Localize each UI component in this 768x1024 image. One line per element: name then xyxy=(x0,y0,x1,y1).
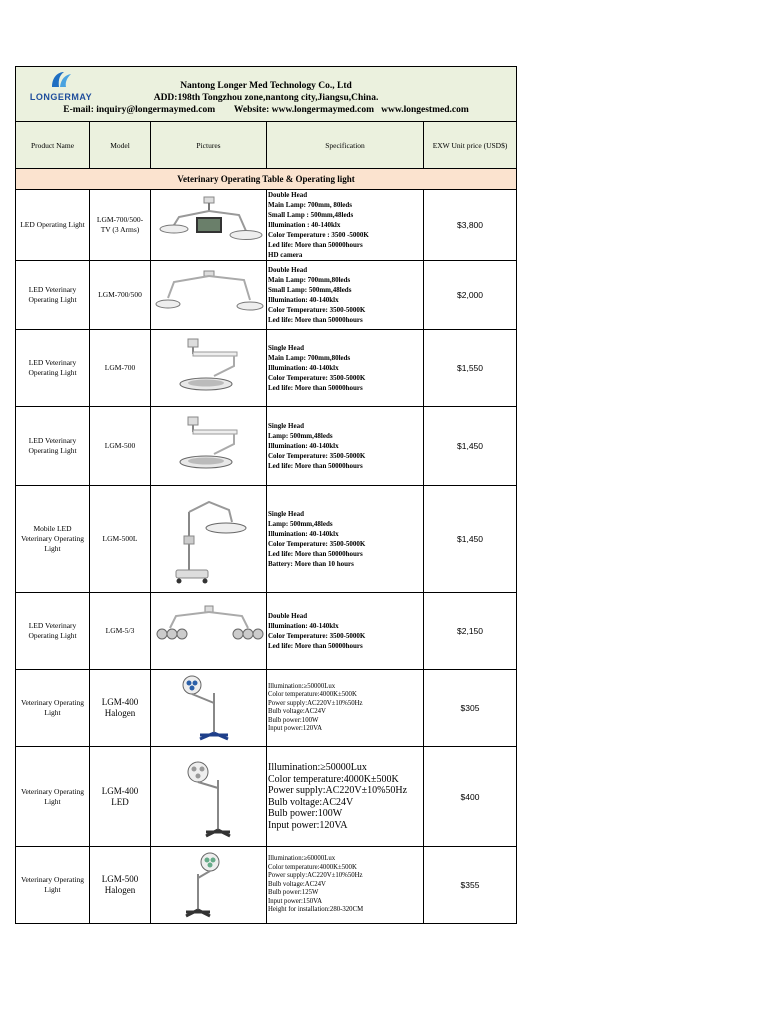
spec-line: Led life: More than 50000hours xyxy=(268,241,363,249)
product-price: $1,450 xyxy=(424,486,517,593)
product-row xyxy=(16,847,517,924)
spec-line: Led life: More than 50000hours xyxy=(268,462,363,470)
company-header xyxy=(16,67,517,122)
product-row xyxy=(16,670,517,747)
product-model: LGM-700 xyxy=(90,330,151,407)
spec-line: Led life: More than 50000hours xyxy=(268,316,363,324)
spec-line: Single Head xyxy=(268,344,304,352)
spec-line: Input power:150VA xyxy=(268,897,323,905)
spec-line: Color Temperature: 3500-5000K xyxy=(268,540,366,548)
product-picture xyxy=(151,747,267,847)
product-picture xyxy=(151,190,267,261)
spec-line: Color Temperature: 3500-5000K xyxy=(268,306,366,314)
product-picture xyxy=(151,407,267,486)
company-contact: E-mail: inquiry@longermaymed.com Website: www.longermaymed.com www.longestmed.com xyxy=(63,105,469,115)
spec-line: Input power:120VA xyxy=(268,819,348,831)
product-specification xyxy=(267,847,424,924)
product-price: $1,550 xyxy=(424,330,517,407)
price-list-table xyxy=(15,66,517,924)
mobile-halogen-light-icon xyxy=(151,850,266,920)
double-head-multi-reflector-light-icon xyxy=(151,604,266,659)
product-model: LGM-500 xyxy=(90,407,151,486)
spec-line: Lamp: 500mm,48leds xyxy=(268,520,333,528)
column-header-row xyxy=(16,122,517,169)
product-model: LGM-400 LED xyxy=(90,747,151,847)
product-specification xyxy=(267,330,424,407)
spec-line: Main Lamp: 700mm,80leds xyxy=(268,276,351,284)
product-name: Veterinary Operating Light xyxy=(16,670,90,747)
logo-mark-icon xyxy=(48,71,74,89)
product-picture xyxy=(151,330,267,407)
product-price: $2,150 xyxy=(424,593,517,670)
product-specification xyxy=(267,486,424,593)
product-row xyxy=(16,407,517,486)
product-model: LGM-5/3 xyxy=(90,593,151,670)
product-price: $400 xyxy=(424,747,517,847)
product-price: $355 xyxy=(424,847,517,924)
spec-line: Double Head xyxy=(268,266,308,274)
spec-line: Power supply:AC220V±10%50Hz xyxy=(268,872,363,880)
company-logo xyxy=(26,71,96,102)
logo-text: LONGERMAY xyxy=(29,92,93,102)
section-row xyxy=(16,169,517,190)
spec-line: Double Head xyxy=(268,191,308,199)
product-model: LGM-700/500 xyxy=(90,261,151,330)
product-name: Veterinary Operating Light xyxy=(16,847,90,924)
spec-line: Bulb power:100W xyxy=(268,808,343,819)
spec-line: Led life: More than 50000hours xyxy=(268,384,363,392)
product-specification xyxy=(267,407,424,486)
spec-line: Main Lamp: 700mm,80leds xyxy=(268,354,351,362)
product-model: LGM-400 Halogen xyxy=(90,670,151,747)
spec-line: Single Head xyxy=(268,510,304,518)
spec-line: Power supply:AC220V±10%50Hz xyxy=(268,785,408,796)
col-price: EXW Unit price (USD$) xyxy=(424,122,517,169)
spec-line: Color Temperature: 3500-5000K xyxy=(268,452,366,460)
spec-line: Lamp: 500mm,48leds xyxy=(268,432,333,440)
product-specification xyxy=(267,261,424,330)
product-row xyxy=(16,593,517,670)
spec-line: Bulb power:100W xyxy=(268,716,319,724)
product-name: LED Veterinary Operating Light xyxy=(16,261,90,330)
spec-line: Bulb voltage:AC24V xyxy=(268,880,326,888)
product-name: LED Veterinary Operating Light xyxy=(16,593,90,670)
company-address: ADD:198th Tongzhou zone,nantong city,Jiangsu,China. xyxy=(153,93,379,103)
spec-line: Illumination:≥50000Lux xyxy=(268,682,336,690)
spec-line: Bulb voltage:AC24V xyxy=(268,796,354,808)
product-picture xyxy=(151,261,267,330)
col-specification: Specification xyxy=(267,122,424,169)
spec-line: Illumination: 40-140klx xyxy=(268,296,339,304)
spec-line: Small Lamp: 500mm,48leds xyxy=(268,286,352,294)
spec-line: Led life: More than 50000hours xyxy=(268,550,363,558)
product-picture xyxy=(151,670,267,747)
col-pictures: Pictures xyxy=(151,122,267,169)
product-specification xyxy=(267,747,424,847)
spec-line: Led life: More than 50000hours xyxy=(268,642,363,650)
spec-line: Main Lamp: 700mm, 80leds xyxy=(268,201,352,209)
product-picture xyxy=(151,593,267,670)
product-price: $2,000 xyxy=(424,261,517,330)
product-specification xyxy=(267,670,424,747)
product-specification xyxy=(267,190,424,261)
product-specification xyxy=(267,593,424,670)
product-picture xyxy=(151,486,267,593)
company-name: Nantong Longer Med Technology Co., Ltd xyxy=(180,81,352,91)
product-model: LGM-500L xyxy=(90,486,151,593)
spec-line: Bulb voltage:AC24V xyxy=(268,708,326,715)
product-name: LED Veterinary Operating Light xyxy=(16,330,90,407)
single-head-ceiling-light-icon xyxy=(151,336,266,401)
spec-line: Color temperature:4000K±500K xyxy=(268,773,399,785)
spec-line: HD camera xyxy=(268,251,303,259)
product-price: $305 xyxy=(424,670,517,747)
spec-line: Illumination: 40-140klx xyxy=(268,364,339,372)
mobile-led-light-icon xyxy=(151,752,266,842)
col-model: Model xyxy=(90,122,151,169)
spec-line: Illumination:≥60000Lux xyxy=(268,855,336,863)
spec-line: Battery: More than 10 hours xyxy=(268,560,354,568)
product-name: LED Veterinary Operating Light xyxy=(16,407,90,486)
spec-line: Illumination: 40-140klx xyxy=(268,622,339,630)
product-price: $1,450 xyxy=(424,407,517,486)
product-name: Mobile LED Veterinary Operating Light xyxy=(16,486,90,593)
spec-line: Color Temperature: 3500-5000K xyxy=(268,632,366,640)
spec-line: Color Temperature: 3500-5000K xyxy=(268,374,366,382)
product-row xyxy=(16,330,517,407)
spec-line: Small Lamp : 500mm,48leds xyxy=(268,211,354,219)
double-head-ceiling-light-with-monitor-icon xyxy=(151,195,266,255)
spec-line: Height for installation:280-320CM xyxy=(268,906,364,914)
mobile-halogen-light-blue-base-icon xyxy=(151,673,266,743)
spec-line: Bulb power:125W xyxy=(268,889,319,897)
spec-line: Color temperature:4000K±500K xyxy=(268,863,357,871)
product-model: LGM-500 Halogen xyxy=(90,847,151,924)
spec-line: Illumination : 40-140klx xyxy=(268,221,341,229)
spec-line: Power supply:AC220V±10%50Hz xyxy=(268,699,363,707)
spec-line: Input power:120VA xyxy=(268,725,323,732)
col-product-name: Product Name xyxy=(16,122,90,169)
product-model: LGM-700/500-TV (3 Arms) xyxy=(90,190,151,261)
spec-line: Double Head xyxy=(268,612,308,620)
spec-line: Illumination: 40-140klx xyxy=(268,442,339,450)
spec-line: Illumination:≥50000Lux xyxy=(268,762,367,773)
spec-line: Color Temperature : 3500 -5000K xyxy=(268,231,369,239)
product-price: $3,800 xyxy=(424,190,517,261)
product-row xyxy=(16,747,517,847)
section-title: Veterinary Operating Table & Operating light xyxy=(16,169,517,190)
product-name: Veterinary Operating Light xyxy=(16,747,90,847)
spec-line: Color temperature:4000K±500K xyxy=(268,691,357,698)
product-row xyxy=(16,261,517,330)
single-head-ceiling-light-icon xyxy=(151,414,266,479)
product-row xyxy=(16,486,517,593)
spec-line: Illumination: 40-140klx xyxy=(268,530,339,538)
double-head-ceiling-light-icon xyxy=(151,268,266,323)
product-name: LED Operating Light xyxy=(16,190,90,261)
product-row xyxy=(16,190,517,261)
product-picture xyxy=(151,847,267,924)
spec-line: Single Head xyxy=(268,422,304,430)
mobile-stand-light-icon xyxy=(151,492,266,587)
